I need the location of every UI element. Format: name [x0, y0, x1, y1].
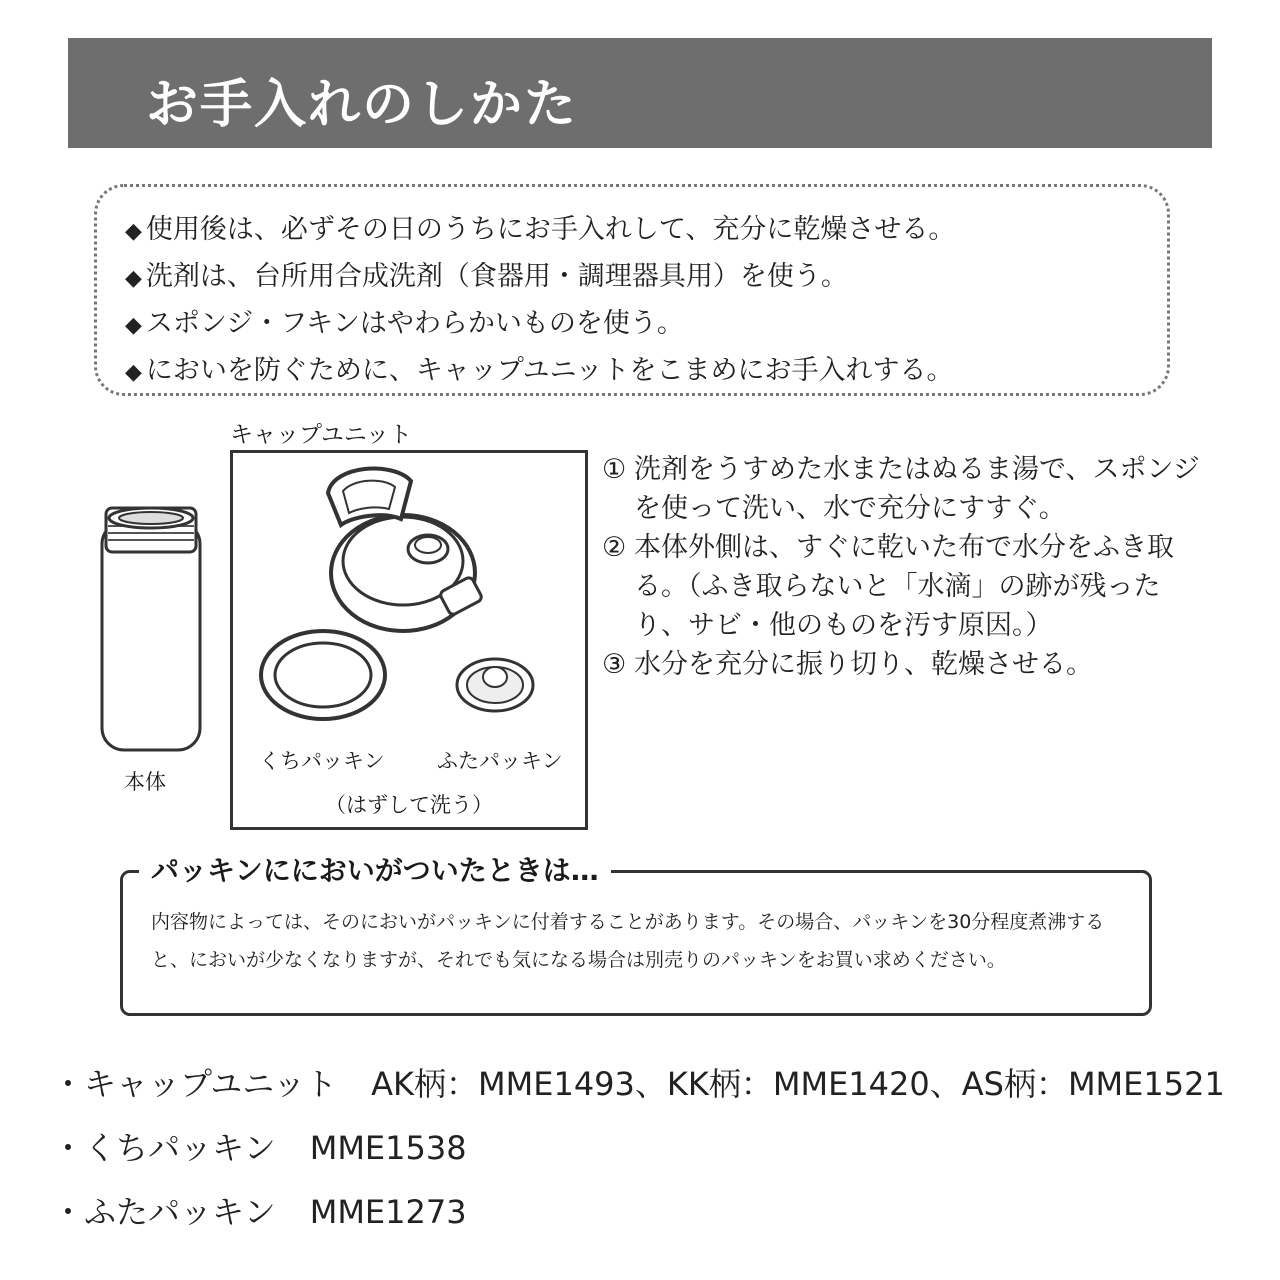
tip-text: 使用後は、必ずその日のうちにお手入れして、充分に乾燥させる。 [145, 214, 956, 245]
part-item [52, 1052, 1225, 1116]
diamond-bullet-icon: ◆ [125, 219, 142, 244]
body-label: 本体 [124, 770, 166, 794]
step-number: ② [602, 532, 627, 563]
remove-wash-label: （はずして洗う） [325, 793, 493, 817]
step-item [602, 645, 1202, 684]
title-bar [68, 38, 1212, 148]
tips-list [125, 207, 955, 395]
part-name: ふたパッキン [84, 1193, 276, 1231]
step-number: ① [602, 454, 627, 485]
parts-list [52, 1052, 1225, 1244]
part-item [52, 1180, 1225, 1244]
part-bullet: ・ [52, 1129, 85, 1167]
step-item [602, 528, 1202, 645]
diamond-bullet-icon: ◆ [125, 360, 142, 385]
futa-packing-label: ふたパッキン [437, 749, 563, 773]
diamond-bullet-icon: ◆ [125, 313, 142, 338]
tip-item [125, 207, 955, 254]
cap-unit-label: キャップユニット [230, 422, 412, 448]
tip-text: 洗剤は、台所用合成洗剤（食器用・調理器具用）を使う。 [145, 261, 848, 292]
tip-item [125, 254, 955, 301]
part-bullet: ・ [52, 1193, 85, 1231]
part-name: くちパッキン [84, 1129, 276, 1167]
part-codes: MME1273 [309, 1193, 467, 1231]
odor-note-text: 内容物によっては、そのにおいがパッキンに付着することがあります。その場合、パッキンを30分程度煮沸すると、においが少なくなりますが、それでも気になる場合は別売りのパッキンをお買い求めください。 [151, 911, 1105, 971]
cap-unit-illustration [233, 453, 585, 743]
cleaning-steps [602, 450, 1202, 684]
step-text: 本体外側は、すぐに乾いた布で水分をふき取る。（ふき取らないと「水滴」の跡が残ったり、サビ・他のものを汚す原因。） [634, 532, 1174, 641]
step-item [602, 450, 1202, 528]
part-item [52, 1116, 1225, 1180]
part-bullet: ・ [52, 1065, 85, 1103]
tip-item [125, 348, 955, 395]
kuchi-packing-label: くちパッキン [259, 749, 385, 773]
part-codes: AK柄：MME1493、KK柄：MME1420、AS柄：MME1521 [371, 1065, 1225, 1103]
odor-note-title: パッキンににおいがついたときは… [139, 849, 611, 889]
bottle-body-illustration [96, 500, 206, 756]
tip-text: においを防ぐために、キャップユニットをこまめにお手入れする。 [145, 355, 954, 386]
page-title: お手入れのしかた [146, 75, 579, 135]
part-name: キャップユニット [84, 1065, 338, 1103]
tip-text: スポンジ・フキンはやわらかいものを使う。 [145, 308, 684, 339]
step-number: ③ [602, 649, 627, 680]
step-text: 水分を充分に振り切り、乾燥させる。 [634, 649, 1093, 680]
step-text: 洗剤をうすめた水またはぬるま湯で、スポンジを使って洗い、水で充分にすすぐ。 [634, 454, 1200, 524]
tip-item [125, 301, 955, 348]
tips-box [94, 184, 1170, 396]
part-codes: MME1538 [309, 1129, 467, 1167]
cap-unit-box [230, 450, 588, 830]
odor-note-box [120, 854, 1152, 1016]
diamond-bullet-icon: ◆ [125, 266, 142, 291]
